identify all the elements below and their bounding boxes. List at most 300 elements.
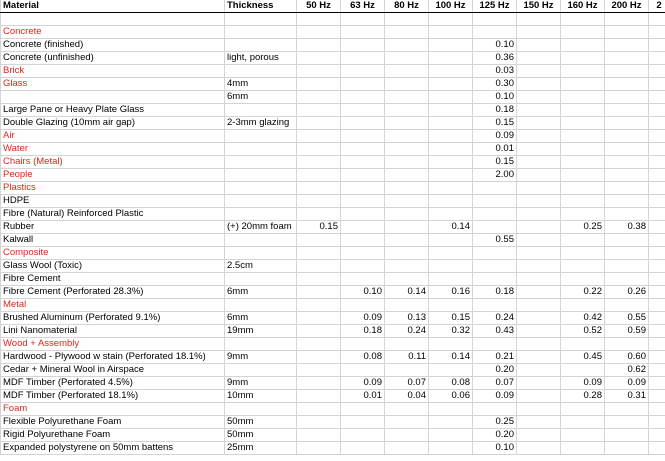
cell-100hz[interactable]: 0.16 bbox=[429, 286, 473, 299]
cell-200hz[interactable] bbox=[605, 260, 649, 273]
cell-63hz[interactable]: 0.08 bbox=[341, 351, 385, 364]
cell-100hz[interactable] bbox=[429, 403, 473, 416]
cell-truncated[interactable] bbox=[649, 416, 665, 429]
cell-50hz[interactable] bbox=[297, 390, 341, 403]
cell-150hz[interactable] bbox=[517, 169, 561, 182]
cell-63hz[interactable] bbox=[341, 429, 385, 442]
cell-100hz[interactable]: 0.06 bbox=[429, 390, 473, 403]
cell-125hz[interactable]: 0.18 bbox=[473, 286, 517, 299]
cell-100hz[interactable] bbox=[429, 273, 473, 286]
cell-125hz[interactable] bbox=[473, 13, 517, 26]
column-header-63hz[interactable]: 63 Hz bbox=[341, 0, 385, 13]
cell-50hz[interactable] bbox=[297, 78, 341, 91]
cell-100hz[interactable] bbox=[429, 416, 473, 429]
cell-160hz[interactable] bbox=[561, 52, 605, 65]
cell-80hz[interactable] bbox=[385, 143, 429, 156]
cell-160hz[interactable] bbox=[561, 130, 605, 143]
cell-thickness[interactable]: 50mm bbox=[225, 416, 297, 429]
cell-63hz[interactable] bbox=[341, 130, 385, 143]
cell-63hz[interactable] bbox=[341, 169, 385, 182]
cell-63hz[interactable] bbox=[341, 416, 385, 429]
column-header-100hz[interactable]: 100 Hz bbox=[429, 0, 473, 13]
cell-160hz[interactable]: 0.25 bbox=[561, 221, 605, 234]
cell-truncated[interactable] bbox=[649, 442, 665, 455]
column-header-150hz[interactable]: 150 Hz bbox=[517, 0, 561, 13]
cell-63hz[interactable] bbox=[341, 221, 385, 234]
cell-50hz[interactable] bbox=[297, 208, 341, 221]
cell-thickness[interactable] bbox=[225, 65, 297, 78]
cell-160hz[interactable]: 0.42 bbox=[561, 312, 605, 325]
cell-125hz[interactable]: 0.55 bbox=[473, 234, 517, 247]
cell-100hz[interactable] bbox=[429, 26, 473, 39]
cell-200hz[interactable]: 0.26 bbox=[605, 286, 649, 299]
cell-truncated[interactable] bbox=[649, 299, 665, 312]
category-label[interactable]: People bbox=[1, 169, 225, 182]
cell-100hz[interactable] bbox=[429, 429, 473, 442]
cell-200hz[interactable] bbox=[605, 65, 649, 78]
cell-thickness[interactable] bbox=[225, 299, 297, 312]
cell-125hz[interactable]: 0.15 bbox=[473, 156, 517, 169]
cell-material[interactable]: Flexible Polyurethane Foam bbox=[1, 416, 225, 429]
cell-125hz[interactable]: 0.18 bbox=[473, 104, 517, 117]
cell-truncated[interactable] bbox=[649, 312, 665, 325]
cell-200hz[interactable]: 0.38 bbox=[605, 221, 649, 234]
cell-160hz[interactable] bbox=[561, 169, 605, 182]
category-label[interactable]: Foam bbox=[1, 403, 225, 416]
cell-200hz[interactable]: 0.55 bbox=[605, 312, 649, 325]
column-header-125hz[interactable]: 125 Hz bbox=[473, 0, 517, 13]
cell-truncated[interactable] bbox=[649, 403, 665, 416]
cell-125hz[interactable] bbox=[473, 273, 517, 286]
cell-50hz[interactable] bbox=[297, 299, 341, 312]
cell-material[interactable]: Large Pane or Heavy Plate Glass bbox=[1, 104, 225, 117]
category-label[interactable]: Air bbox=[1, 130, 225, 143]
cell-material[interactable]: Lini Nanomaterial bbox=[1, 325, 225, 338]
cell-200hz[interactable] bbox=[605, 26, 649, 39]
cell-150hz[interactable] bbox=[517, 104, 561, 117]
cell-material[interactable]: MDF Timber (Perforated 4.5%) bbox=[1, 377, 225, 390]
cell-160hz[interactable] bbox=[561, 104, 605, 117]
cell-100hz[interactable] bbox=[429, 143, 473, 156]
column-header-thickness[interactable]: Thickness bbox=[225, 0, 297, 13]
cell-80hz[interactable] bbox=[385, 65, 429, 78]
cell-150hz[interactable] bbox=[517, 26, 561, 39]
cell-150hz[interactable] bbox=[517, 403, 561, 416]
cell-material[interactable]: Rubber bbox=[1, 221, 225, 234]
cell-80hz[interactable] bbox=[385, 429, 429, 442]
cell-material[interactable]: Concrete (finished) bbox=[1, 39, 225, 52]
cell-50hz[interactable] bbox=[297, 182, 341, 195]
cell-50hz[interactable] bbox=[297, 377, 341, 390]
cell-100hz[interactable] bbox=[429, 208, 473, 221]
cell-material[interactable] bbox=[1, 13, 225, 26]
cell-thickness[interactable] bbox=[225, 182, 297, 195]
cell-160hz[interactable] bbox=[561, 117, 605, 130]
cell-50hz[interactable] bbox=[297, 65, 341, 78]
cell-200hz[interactable] bbox=[605, 130, 649, 143]
cell-125hz[interactable]: 0.30 bbox=[473, 78, 517, 91]
cell-thickness[interactable]: 9mm bbox=[225, 351, 297, 364]
cell-160hz[interactable] bbox=[561, 39, 605, 52]
cell-125hz[interactable]: 0.21 bbox=[473, 351, 517, 364]
cell-150hz[interactable] bbox=[517, 143, 561, 156]
cell-material[interactable]: Hardwood - Plywood w stain (Perforated 18.1%) bbox=[1, 351, 225, 364]
cell-truncated[interactable] bbox=[649, 429, 665, 442]
cell-truncated[interactable] bbox=[649, 65, 665, 78]
cell-material[interactable]: HDPE bbox=[1, 195, 225, 208]
cell-truncated[interactable] bbox=[649, 208, 665, 221]
cell-160hz[interactable] bbox=[561, 338, 605, 351]
cell-thickness[interactable] bbox=[225, 234, 297, 247]
cell-150hz[interactable] bbox=[517, 286, 561, 299]
cell-truncated[interactable] bbox=[649, 221, 665, 234]
cell-80hz[interactable] bbox=[385, 156, 429, 169]
cell-80hz[interactable] bbox=[385, 338, 429, 351]
cell-200hz[interactable] bbox=[605, 39, 649, 52]
cell-200hz[interactable] bbox=[605, 104, 649, 117]
cell-150hz[interactable] bbox=[517, 221, 561, 234]
column-header-80hz[interactable]: 80 Hz bbox=[385, 0, 429, 13]
cell-thickness[interactable] bbox=[225, 13, 297, 26]
cell-125hz[interactable] bbox=[473, 195, 517, 208]
cell-63hz[interactable] bbox=[341, 78, 385, 91]
cell-80hz[interactable]: 0.04 bbox=[385, 390, 429, 403]
cell-material[interactable]: Brushed Aluminum (Perforated 9.1%) bbox=[1, 312, 225, 325]
cell-thickness[interactable]: 2-3mm glazing bbox=[225, 117, 297, 130]
cell-100hz[interactable] bbox=[429, 130, 473, 143]
cell-160hz[interactable]: 0.28 bbox=[561, 390, 605, 403]
cell-200hz[interactable] bbox=[605, 91, 649, 104]
cell-truncated[interactable] bbox=[649, 117, 665, 130]
cell-160hz[interactable] bbox=[561, 208, 605, 221]
cell-150hz[interactable] bbox=[517, 117, 561, 130]
cell-63hz[interactable] bbox=[341, 273, 385, 286]
cell-80hz[interactable]: 0.11 bbox=[385, 351, 429, 364]
cell-125hz[interactable] bbox=[473, 208, 517, 221]
cell-50hz[interactable] bbox=[297, 273, 341, 286]
cell-100hz[interactable] bbox=[429, 104, 473, 117]
cell-63hz[interactable]: 0.10 bbox=[341, 286, 385, 299]
cell-material[interactable]: Kalwall bbox=[1, 234, 225, 247]
cell-125hz[interactable]: 0.20 bbox=[473, 364, 517, 377]
cell-100hz[interactable]: 0.32 bbox=[429, 325, 473, 338]
cell-63hz[interactable] bbox=[341, 143, 385, 156]
cell-63hz[interactable] bbox=[341, 91, 385, 104]
cell-truncated[interactable] bbox=[649, 234, 665, 247]
cell-125hz[interactable] bbox=[473, 260, 517, 273]
cell-100hz[interactable]: 0.14 bbox=[429, 351, 473, 364]
cell-200hz[interactable] bbox=[605, 442, 649, 455]
cell-125hz[interactable]: 0.09 bbox=[473, 390, 517, 403]
cell-50hz[interactable] bbox=[297, 104, 341, 117]
cell-50hz[interactable] bbox=[297, 117, 341, 130]
cell-80hz[interactable] bbox=[385, 247, 429, 260]
cell-truncated[interactable] bbox=[649, 247, 665, 260]
cell-160hz[interactable] bbox=[561, 429, 605, 442]
cell-200hz[interactable]: 0.62 bbox=[605, 364, 649, 377]
cell-100hz[interactable] bbox=[429, 260, 473, 273]
cell-100hz[interactable] bbox=[429, 364, 473, 377]
cell-150hz[interactable] bbox=[517, 429, 561, 442]
cell-63hz[interactable] bbox=[341, 247, 385, 260]
cell-truncated[interactable] bbox=[649, 104, 665, 117]
cell-thickness[interactable]: (+) 20mm foam bbox=[225, 221, 297, 234]
cell-50hz[interactable] bbox=[297, 156, 341, 169]
cell-125hz[interactable]: 2.00 bbox=[473, 169, 517, 182]
cell-125hz[interactable]: 0.10 bbox=[473, 442, 517, 455]
cell-80hz[interactable] bbox=[385, 195, 429, 208]
cell-63hz[interactable] bbox=[341, 208, 385, 221]
cell-80hz[interactable] bbox=[385, 169, 429, 182]
cell-150hz[interactable] bbox=[517, 273, 561, 286]
cell-50hz[interactable]: 0.15 bbox=[297, 221, 341, 234]
cell-80hz[interactable] bbox=[385, 182, 429, 195]
cell-150hz[interactable] bbox=[517, 13, 561, 26]
cell-160hz[interactable]: 0.22 bbox=[561, 286, 605, 299]
cell-63hz[interactable]: 0.09 bbox=[341, 377, 385, 390]
cell-200hz[interactable]: 0.59 bbox=[605, 325, 649, 338]
cell-150hz[interactable] bbox=[517, 91, 561, 104]
cell-200hz[interactable] bbox=[605, 273, 649, 286]
cell-200hz[interactable] bbox=[605, 156, 649, 169]
cell-150hz[interactable] bbox=[517, 299, 561, 312]
cell-160hz[interactable] bbox=[561, 182, 605, 195]
cell-200hz[interactable] bbox=[605, 247, 649, 260]
cell-80hz[interactable]: 0.24 bbox=[385, 325, 429, 338]
cell-truncated[interactable] bbox=[649, 377, 665, 390]
cell-63hz[interactable] bbox=[341, 260, 385, 273]
cell-thickness[interactable] bbox=[225, 26, 297, 39]
cell-100hz[interactable] bbox=[429, 169, 473, 182]
cell-150hz[interactable] bbox=[517, 52, 561, 65]
category-label[interactable]: Wood + Assembly bbox=[1, 338, 225, 351]
cell-truncated[interactable] bbox=[649, 78, 665, 91]
cell-50hz[interactable] bbox=[297, 234, 341, 247]
cell-160hz[interactable] bbox=[561, 13, 605, 26]
cell-150hz[interactable] bbox=[517, 208, 561, 221]
cell-160hz[interactable] bbox=[561, 299, 605, 312]
cell-63hz[interactable]: 0.09 bbox=[341, 312, 385, 325]
cell-80hz[interactable] bbox=[385, 130, 429, 143]
cell-truncated[interactable] bbox=[649, 91, 665, 104]
cell-150hz[interactable] bbox=[517, 312, 561, 325]
cell-50hz[interactable] bbox=[297, 403, 341, 416]
cell-thickness[interactable]: 19mm bbox=[225, 325, 297, 338]
cell-thickness[interactable]: 2.5cm bbox=[225, 260, 297, 273]
cell-200hz[interactable] bbox=[605, 338, 649, 351]
cell-50hz[interactable] bbox=[297, 416, 341, 429]
cell-50hz[interactable] bbox=[297, 325, 341, 338]
cell-100hz[interactable] bbox=[429, 78, 473, 91]
cell-125hz[interactable]: 0.20 bbox=[473, 429, 517, 442]
cell-125hz[interactable]: 0.36 bbox=[473, 52, 517, 65]
cell-thickness[interactable] bbox=[225, 104, 297, 117]
cell-63hz[interactable] bbox=[341, 117, 385, 130]
cell-50hz[interactable] bbox=[297, 39, 341, 52]
cell-100hz[interactable] bbox=[429, 442, 473, 455]
cell-100hz[interactable] bbox=[429, 234, 473, 247]
cell-125hz[interactable] bbox=[473, 247, 517, 260]
cell-100hz[interactable] bbox=[429, 13, 473, 26]
cell-125hz[interactable]: 0.10 bbox=[473, 39, 517, 52]
cell-160hz[interactable] bbox=[561, 273, 605, 286]
cell-63hz[interactable] bbox=[341, 39, 385, 52]
cell-160hz[interactable] bbox=[561, 195, 605, 208]
cell-200hz[interactable] bbox=[605, 208, 649, 221]
category-label[interactable]: Glass bbox=[1, 78, 225, 91]
cell-150hz[interactable] bbox=[517, 234, 561, 247]
cell-80hz[interactable] bbox=[385, 26, 429, 39]
cell-200hz[interactable] bbox=[605, 195, 649, 208]
cell-80hz[interactable] bbox=[385, 117, 429, 130]
cell-100hz[interactable]: 0.14 bbox=[429, 221, 473, 234]
cell-50hz[interactable] bbox=[297, 260, 341, 273]
cell-truncated[interactable] bbox=[649, 273, 665, 286]
cell-63hz[interactable] bbox=[341, 403, 385, 416]
cell-100hz[interactable]: 0.15 bbox=[429, 312, 473, 325]
cell-200hz[interactable] bbox=[605, 182, 649, 195]
cell-63hz[interactable] bbox=[341, 156, 385, 169]
cell-160hz[interactable]: 0.52 bbox=[561, 325, 605, 338]
cell-thickness[interactable] bbox=[225, 338, 297, 351]
cell-125hz[interactable]: 0.03 bbox=[473, 65, 517, 78]
cell-thickness[interactable]: 6mm bbox=[225, 91, 297, 104]
cell-150hz[interactable] bbox=[517, 442, 561, 455]
cell-150hz[interactable] bbox=[517, 78, 561, 91]
cell-thickness[interactable] bbox=[225, 208, 297, 221]
cell-material[interactable]: Fibre Cement bbox=[1, 273, 225, 286]
cell-200hz[interactable] bbox=[605, 52, 649, 65]
cell-160hz[interactable] bbox=[561, 234, 605, 247]
category-label[interactable]: Composite bbox=[1, 247, 225, 260]
cell-80hz[interactable]: 0.07 bbox=[385, 377, 429, 390]
cell-200hz[interactable] bbox=[605, 429, 649, 442]
cell-thickness[interactable] bbox=[225, 364, 297, 377]
cell-80hz[interactable] bbox=[385, 39, 429, 52]
cell-material[interactable] bbox=[1, 91, 225, 104]
cell-50hz[interactable] bbox=[297, 26, 341, 39]
cell-160hz[interactable] bbox=[561, 65, 605, 78]
cell-100hz[interactable] bbox=[429, 299, 473, 312]
cell-material[interactable]: MDF Timber (Perforated 18.1%) bbox=[1, 390, 225, 403]
cell-63hz[interactable] bbox=[341, 65, 385, 78]
cell-thickness[interactable]: 6mm bbox=[225, 286, 297, 299]
cell-thickness[interactable] bbox=[225, 195, 297, 208]
cell-material[interactable]: Concrete (unfinished) bbox=[1, 52, 225, 65]
cell-63hz[interactable] bbox=[341, 442, 385, 455]
cell-160hz[interactable] bbox=[561, 247, 605, 260]
category-label[interactable]: Metal bbox=[1, 299, 225, 312]
cell-thickness[interactable] bbox=[225, 39, 297, 52]
cell-80hz[interactable] bbox=[385, 52, 429, 65]
cell-100hz[interactable]: 0.08 bbox=[429, 377, 473, 390]
cell-100hz[interactable] bbox=[429, 91, 473, 104]
cell-200hz[interactable] bbox=[605, 117, 649, 130]
cell-160hz[interactable] bbox=[561, 442, 605, 455]
cell-63hz[interactable]: 0.18 bbox=[341, 325, 385, 338]
cell-truncated[interactable] bbox=[649, 351, 665, 364]
cell-160hz[interactable] bbox=[561, 364, 605, 377]
cell-truncated[interactable] bbox=[649, 260, 665, 273]
cell-125hz[interactable] bbox=[473, 299, 517, 312]
cell-material[interactable]: Fibre Cement (Perforated 28.3%) bbox=[1, 286, 225, 299]
cell-150hz[interactable] bbox=[517, 416, 561, 429]
cell-150hz[interactable] bbox=[517, 351, 561, 364]
cell-thickness[interactable]: light, porous bbox=[225, 52, 297, 65]
cell-material[interactable]: Expanded polystyrene on 50mm battens bbox=[1, 442, 225, 455]
cell-63hz[interactable] bbox=[341, 182, 385, 195]
cell-160hz[interactable] bbox=[561, 78, 605, 91]
cell-80hz[interactable] bbox=[385, 403, 429, 416]
cell-material[interactable]: Rigid Polyurethane Foam bbox=[1, 429, 225, 442]
cell-80hz[interactable] bbox=[385, 13, 429, 26]
cell-80hz[interactable]: 0.14 bbox=[385, 286, 429, 299]
cell-50hz[interactable] bbox=[297, 130, 341, 143]
cell-150hz[interactable] bbox=[517, 39, 561, 52]
cell-truncated[interactable] bbox=[649, 52, 665, 65]
cell-80hz[interactable] bbox=[385, 416, 429, 429]
cell-truncated[interactable] bbox=[649, 364, 665, 377]
cell-63hz[interactable]: 0.01 bbox=[341, 390, 385, 403]
cell-100hz[interactable] bbox=[429, 117, 473, 130]
cell-truncated[interactable] bbox=[649, 169, 665, 182]
cell-50hz[interactable] bbox=[297, 364, 341, 377]
category-label[interactable]: Plastics bbox=[1, 182, 225, 195]
cell-200hz[interactable] bbox=[605, 299, 649, 312]
cell-50hz[interactable] bbox=[297, 13, 341, 26]
cell-160hz[interactable] bbox=[561, 91, 605, 104]
cell-160hz[interactable] bbox=[561, 260, 605, 273]
cell-63hz[interactable] bbox=[341, 338, 385, 351]
cell-125hz[interactable] bbox=[473, 403, 517, 416]
cell-truncated[interactable] bbox=[649, 26, 665, 39]
column-header-material[interactable]: Material bbox=[1, 0, 225, 13]
cell-50hz[interactable] bbox=[297, 442, 341, 455]
cell-150hz[interactable] bbox=[517, 195, 561, 208]
cell-80hz[interactable] bbox=[385, 364, 429, 377]
cell-125hz[interactable] bbox=[473, 26, 517, 39]
cell-50hz[interactable] bbox=[297, 195, 341, 208]
cell-160hz[interactable] bbox=[561, 156, 605, 169]
cell-100hz[interactable] bbox=[429, 52, 473, 65]
cell-150hz[interactable] bbox=[517, 260, 561, 273]
cell-200hz[interactable]: 0.09 bbox=[605, 377, 649, 390]
cell-63hz[interactable] bbox=[341, 195, 385, 208]
cell-thickness[interactable] bbox=[225, 273, 297, 286]
cell-100hz[interactable] bbox=[429, 338, 473, 351]
cell-150hz[interactable] bbox=[517, 156, 561, 169]
cell-80hz[interactable] bbox=[385, 273, 429, 286]
cell-thickness[interactable]: 4mm bbox=[225, 78, 297, 91]
cell-160hz[interactable]: 0.09 bbox=[561, 377, 605, 390]
cell-125hz[interactable]: 0.43 bbox=[473, 325, 517, 338]
cell-material[interactable]: Cedar + Mineral Wool in Airspace bbox=[1, 364, 225, 377]
cell-200hz[interactable] bbox=[605, 234, 649, 247]
cell-63hz[interactable] bbox=[341, 26, 385, 39]
cell-200hz[interactable] bbox=[605, 78, 649, 91]
cell-thickness[interactable]: 6mm bbox=[225, 312, 297, 325]
cell-200hz[interactable] bbox=[605, 416, 649, 429]
cell-150hz[interactable] bbox=[517, 364, 561, 377]
cell-125hz[interactable]: 0.09 bbox=[473, 130, 517, 143]
column-header-160hz[interactable]: 160 Hz bbox=[561, 0, 605, 13]
cell-80hz[interactable] bbox=[385, 78, 429, 91]
cell-125hz[interactable] bbox=[473, 338, 517, 351]
cell-truncated[interactable] bbox=[649, 195, 665, 208]
cell-truncated[interactable] bbox=[649, 338, 665, 351]
cell-200hz[interactable] bbox=[605, 169, 649, 182]
cell-200hz[interactable]: 0.60 bbox=[605, 351, 649, 364]
